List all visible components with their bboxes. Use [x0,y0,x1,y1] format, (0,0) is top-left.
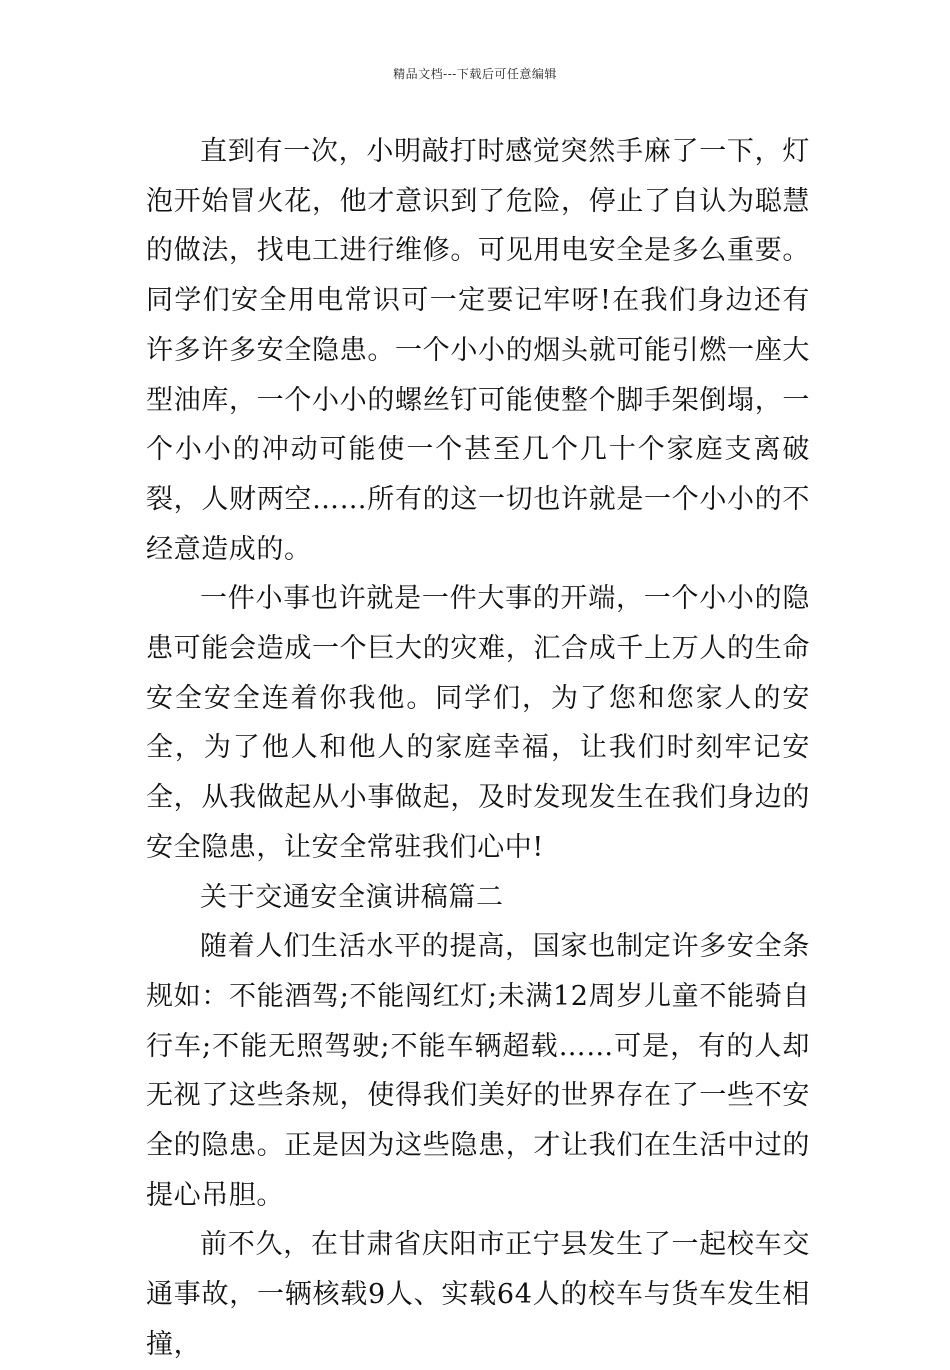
paragraph: 前不久，在甘肃省庆阳市正宁县发生了一起校车交通事故，一辆核载9人、实载64人的校车与货车发生相撞， [146,1229,810,1360]
paragraph: 直到有一次，小明敲打时感觉突然手麻了一下，灯泡开始冒火花，他才意识到了危险，停止了自认为聪慧的做法，找电工进行维修。可见用电安全是多么重要。同学们安全用电常识可一定要记牢呀!在我们身边还有许多许多安全隐患。一个小小的烟头就可能引燃一座大型油库，一个小小的螺丝钉可能使整个脚手架倒塌，一个小小的冲动可能使一个甚至几个几十个家庭支离破裂，人财两空……所有的这一切也许就是一个小小的不经意造成的。 [146,136,810,565]
paragraph: 一件小事也许就是一件大事的开端，一个小小的隐患可能会造成一个巨大的灾难，汇合成千上万人的生命安全安全连着你我他。同学们，为了您和您家人的安全，为了他人和他人的家庭幸福，让我们时刻牢记安全，从我做起从小事做起，及时发现发生在我们身边的安全隐患，让安全常驻我们心中! [146,583,810,863]
page-header: 精品文档---下载后可任意编辑 [393,67,557,81]
section-heading: 关于交通安全演讲稿篇二 [200,881,504,913]
document-body [146,127,810,1370]
paragraph: 随着人们生活水平的提高，国家也制定许多安全条规如：不能酒驾;不能闯红灯;未满12周岁儿童不能骑自行车;不能无照驾驶;不能车辆超载……可是，有的人却无视了这些条规，使得我们美好的世界存在了一些不安全的隐患。正是因为这些隐患，才让我们在生活中过的提心吊胆。 [146,931,810,1211]
